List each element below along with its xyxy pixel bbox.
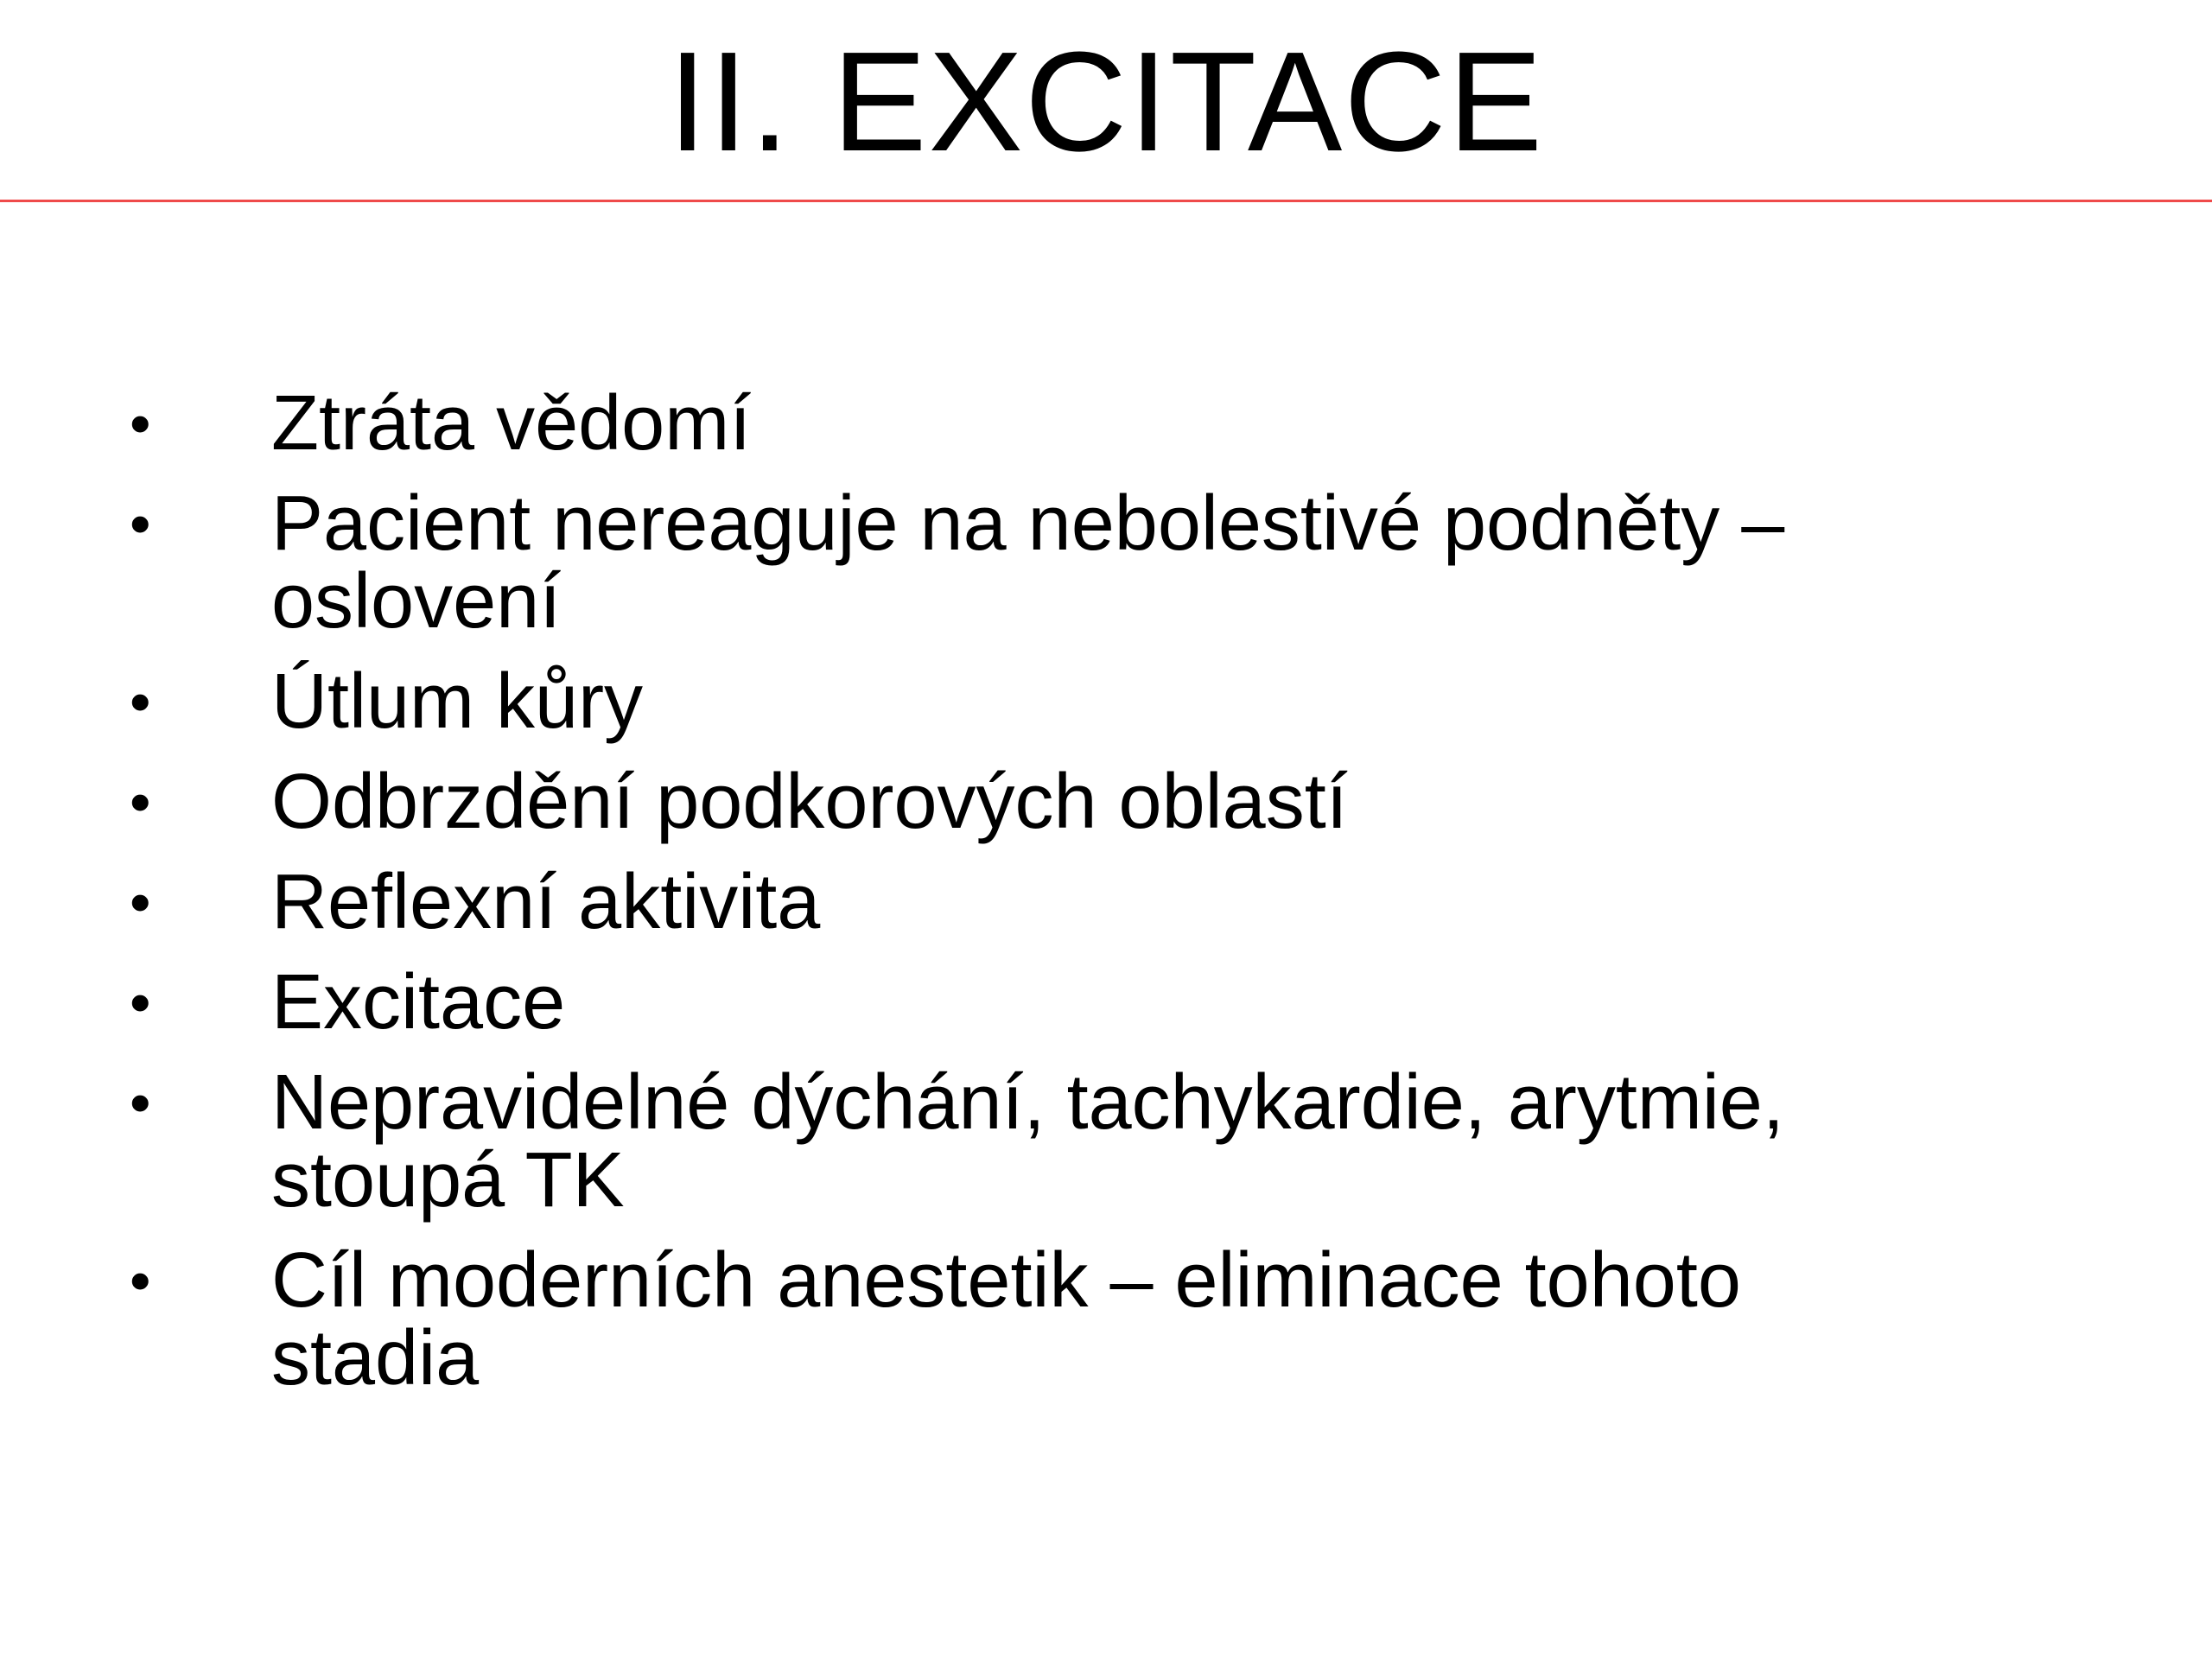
- list-item: [0, 1237, 2212, 1402]
- bullet-icon: •: [130, 1247, 151, 1314]
- bullet-icon: •: [130, 390, 151, 457]
- list-item-text: Cíl moderních anestetik – eliminace tohoto stadia: [271, 1237, 1741, 1402]
- list-item: [0, 1059, 2212, 1224]
- slide-title: II. EXCITACE: [667, 22, 1545, 181]
- bullet-icon: •: [130, 868, 151, 936]
- list-item-text: Ztráta vědomí: [271, 380, 752, 467]
- list-item-text: Útlum kůry: [271, 658, 644, 745]
- list-item-text: Pacient nereaguje na nebolestivé podněty – oslovení: [271, 480, 1785, 645]
- list-item: [0, 380, 2212, 467]
- bullet-icon: •: [130, 768, 151, 836]
- title-divider: [0, 200, 2212, 202]
- bullet-icon: •: [130, 1069, 151, 1136]
- bullet-icon: •: [130, 490, 151, 557]
- list-item: [0, 859, 2212, 945]
- bullet-icon: •: [130, 668, 151, 735]
- list-item-text: Excitace: [271, 959, 566, 1046]
- list-item: [0, 658, 2212, 745]
- bullet-icon: •: [130, 969, 151, 1036]
- list-item-text: Nepravidelné dýchání, tachykardie, arytmie, stoupá TK: [271, 1059, 1784, 1224]
- list-item: [0, 959, 2212, 1046]
- list-item-text: Reflexní aktivita: [271, 859, 821, 945]
- bullet-list: [0, 380, 2212, 1420]
- list-item: [0, 759, 2212, 845]
- list-item: [0, 480, 2212, 645]
- list-item-text: Odbrzdění podkorových oblastí: [271, 759, 1348, 845]
